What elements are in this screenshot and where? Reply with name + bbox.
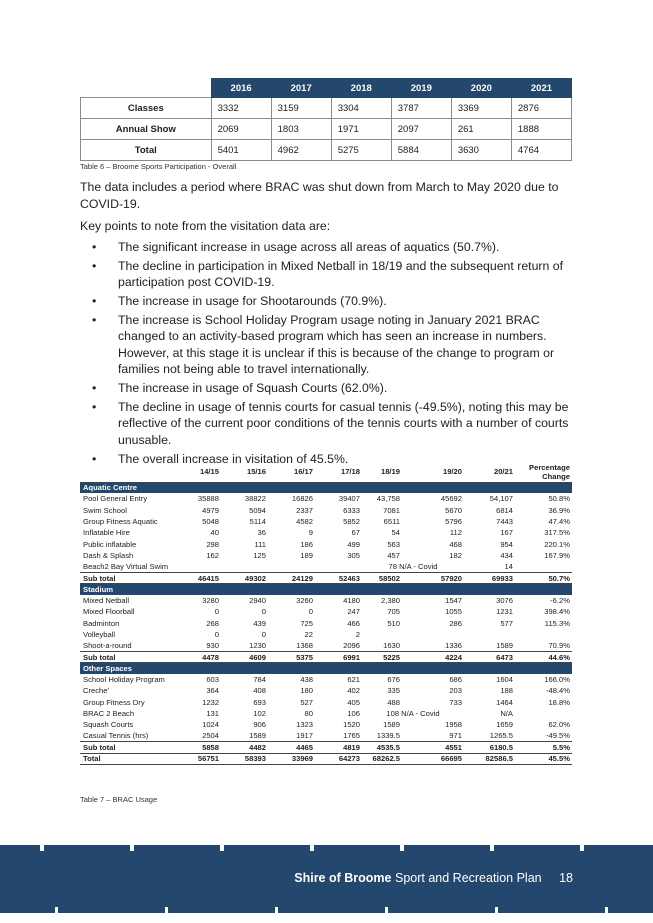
table-cell: 3630	[451, 140, 511, 161]
table-cell: 4582	[296, 517, 313, 527]
table-cell: 115.3%	[544, 618, 570, 628]
table-cell: 733	[449, 697, 462, 707]
column-header: 18/19	[362, 462, 402, 482]
table-cell: 5858	[174, 742, 221, 753]
table-cell: 2504	[202, 731, 219, 741]
table-cell	[315, 561, 362, 572]
table-cell: 971	[449, 731, 462, 741]
table-cell: 45692	[440, 494, 462, 504]
table-cell: 46415	[174, 572, 221, 583]
table-cell: 5796	[445, 517, 462, 527]
table-cell: 1803	[271, 119, 331, 140]
table-cell: 50.7%	[515, 572, 572, 583]
table-cell: 1958	[445, 720, 462, 730]
table-cell: 67	[351, 528, 360, 538]
table-cell: 405	[347, 697, 360, 707]
column-header: 20/21	[464, 462, 515, 482]
table-cell: 7443	[496, 517, 513, 527]
row-label: Dash & Splash	[83, 550, 134, 560]
table-cell	[515, 708, 572, 719]
table-cell: 2096	[343, 641, 360, 651]
table-cell: 4962	[271, 140, 331, 161]
table-cell: 2876	[511, 98, 571, 119]
table-cell: 4478	[174, 651, 221, 662]
table-cell: 54,107	[489, 494, 513, 504]
table-cell: 52463	[315, 572, 362, 583]
table-cell: 398.4%	[544, 607, 570, 617]
table-cell: 5852	[343, 517, 360, 527]
table-cell: 3280	[202, 596, 219, 606]
table-cell: 188	[500, 686, 513, 696]
table-cell: 705	[387, 607, 400, 617]
table-cell: 69933	[464, 572, 515, 583]
table-cell: 4535.5	[362, 742, 402, 753]
table-cell: 4224	[402, 651, 464, 662]
table-cell: 5048	[202, 517, 219, 527]
bullet-icon: •	[92, 240, 97, 254]
table-cell: -48.4%	[545, 686, 570, 696]
table-cell: 186	[300, 539, 313, 549]
table-cell: 1368	[296, 641, 313, 651]
corner-cell	[81, 79, 212, 98]
table-cell: 18.8%	[548, 697, 570, 707]
table-cell: 1339.5	[376, 731, 400, 741]
table-cell: 468	[449, 539, 462, 549]
subtotal-row	[80, 651, 572, 662]
table-cell: 1659	[496, 720, 513, 730]
table-row	[81, 119, 572, 140]
table-row	[80, 640, 572, 651]
table-cell: 1024	[202, 720, 219, 730]
row-label: Sub total	[80, 572, 174, 583]
bullet-icon: •	[92, 294, 97, 309]
column-header: 2020	[451, 79, 511, 98]
column-header: 2019	[391, 79, 451, 98]
list-item: • The increase is School Holiday Program usage noting in January 2021 BRAC changed to an activity-based program which has seen an increase in numbers. However, at this stage it is unclear if this is because of the change to program or families not being able to travel internationally.	[92, 312, 555, 377]
table-cell: 167	[500, 528, 513, 538]
table-cell: 527	[300, 697, 313, 707]
table-cell: 22	[304, 630, 313, 639]
table-cell: 305	[347, 550, 360, 560]
table-cell: 57920	[402, 572, 464, 583]
table-cell: 5094	[249, 505, 266, 515]
table-cell: 402	[347, 686, 360, 696]
table-cell: 58393	[221, 753, 268, 764]
table-cell: 6180.5	[464, 742, 515, 753]
table-cell: 5375	[268, 651, 315, 662]
table-cell: 112	[449, 528, 462, 538]
table-cell: 1055	[445, 607, 462, 617]
table-cell: 5401	[211, 140, 271, 161]
table-caption: Table 7 – BRAC Usage	[80, 795, 158, 804]
list-item: • The decline in participation in Mixed Netball in 18/19 and the subsequent return of participation post COVID-19.	[92, 258, 564, 290]
table-cell: 3787	[391, 98, 451, 119]
table-cell: 56751	[174, 753, 221, 764]
column-header: 2021	[511, 79, 571, 98]
section-header-row	[80, 482, 572, 493]
table-cell: 3332	[211, 98, 271, 119]
table-cell: 686	[449, 675, 462, 685]
table-cell	[174, 561, 221, 572]
table-cell: -6.2%	[550, 596, 570, 606]
column-header: 2017	[271, 79, 331, 98]
table-cell: 954	[500, 539, 513, 549]
table-row	[81, 140, 572, 161]
column-header: 2018	[331, 79, 391, 98]
bullet-icon: •	[92, 258, 97, 273]
table-cell: 35888	[197, 494, 219, 504]
bullet-icon: •	[92, 451, 97, 466]
table-cell: 676	[387, 675, 400, 685]
table-cell: 784	[253, 675, 266, 685]
table-cell: 693	[253, 697, 266, 707]
table-cell: 0	[261, 607, 266, 617]
table-cell: 1520	[343, 720, 360, 730]
table-cell: 577	[500, 618, 513, 628]
page-number: 18	[559, 871, 573, 885]
row-label: Creche'	[83, 686, 109, 696]
table-cell: 603	[206, 675, 219, 685]
table-cell: 408	[253, 686, 266, 696]
table-cell	[268, 561, 315, 572]
table-cell: 906	[253, 720, 266, 730]
table-cell: 44.6%	[515, 651, 572, 662]
table-cell: 2,380	[380, 596, 400, 606]
row-label: Inflatable Hire	[83, 528, 130, 538]
table-cell: 182	[449, 550, 462, 560]
bullet-icon: •	[92, 399, 97, 414]
row-label: School Holiday Program	[83, 675, 165, 685]
table-cell: 36	[257, 528, 266, 538]
bullet-icon: •	[92, 381, 97, 396]
subtotal-row	[80, 742, 572, 753]
table-cell: 1464	[496, 697, 513, 707]
table-cell: 1336	[445, 641, 462, 651]
table-cell: 189	[300, 550, 313, 560]
table-cell: 1589	[249, 731, 266, 741]
table-cell: 4764	[511, 140, 571, 161]
row-label: Classes	[81, 98, 212, 119]
table-cell: 2940	[249, 596, 266, 606]
row-label: Annual Show	[81, 119, 212, 140]
table-cell: 317.5%	[544, 528, 570, 538]
row-label: Public inflatable	[83, 539, 137, 549]
section-header-row	[80, 663, 572, 674]
table-row	[80, 493, 572, 504]
table-cell: 1547	[445, 596, 462, 606]
row-label: Swim School	[83, 505, 127, 515]
table-row	[80, 719, 572, 730]
table-cell: 335	[387, 686, 400, 696]
table-cell: 4609	[221, 651, 268, 662]
row-label: Beach2 Bay Virtual Swim	[83, 561, 169, 571]
table-row	[80, 674, 572, 685]
column-header: Percentage Change	[515, 462, 572, 482]
table-cell: 64273	[315, 753, 362, 764]
table-cell: 2	[355, 630, 360, 639]
row-label: Casual Tennis (hrs)	[83, 731, 149, 741]
table-cell: 930	[206, 641, 219, 651]
table-cell: 364	[206, 686, 219, 696]
table-cell: 5.5%	[515, 742, 572, 753]
table-cell: 457	[387, 550, 400, 560]
table-cell: 80	[304, 709, 313, 719]
table-cell: 1232	[202, 697, 219, 707]
column-header: 2016	[211, 79, 271, 98]
table-cell: 38822	[244, 494, 266, 504]
table-cell: 6814	[496, 505, 513, 515]
table-cell: 1630	[383, 641, 400, 651]
table-cell: 1265.5	[489, 731, 513, 741]
table-row	[80, 561, 572, 572]
row-label: BRAC 2 Beach	[83, 709, 135, 719]
column-header: 14/15	[174, 462, 221, 482]
participation-table	[80, 78, 572, 161]
table-row	[80, 708, 572, 719]
table-cell: 70.9%	[548, 641, 570, 651]
table-cell: 4819	[315, 742, 362, 753]
section-label: Aquatic Centre	[80, 482, 572, 493]
paragraph-covid: The data includes a period where BRAC was shut down from March to May 2020 due to COVID-19.	[80, 180, 559, 211]
table-cell: 5670	[445, 505, 462, 515]
section-header-row	[80, 584, 572, 595]
table-cell: 3159	[271, 98, 331, 119]
table-row	[80, 595, 572, 606]
table-cell: 49302	[221, 572, 268, 583]
table-cell: 111	[254, 539, 266, 549]
table-cell: 54	[391, 528, 400, 538]
table-row	[81, 98, 572, 119]
table-row	[80, 516, 572, 527]
table-cell: 0	[261, 630, 266, 639]
table-cell: 1888	[511, 119, 571, 140]
row-label: Sub total	[80, 651, 174, 662]
table-cell: 0	[214, 607, 219, 617]
row-label: Badminton	[83, 618, 120, 628]
table-cell: 488	[387, 697, 400, 707]
table-cell: 6511	[383, 517, 400, 527]
table-row	[80, 550, 572, 561]
table-cell: 3076	[496, 596, 513, 606]
table-cell: 66695	[402, 753, 464, 764]
list-item: • The increase in usage of Squash Courts (62.0%).	[92, 381, 388, 396]
table-cell: 5884	[391, 140, 451, 161]
section-label: Other Spaces	[80, 663, 572, 674]
table-cell: 434	[500, 550, 513, 560]
table-cell: 131	[206, 709, 219, 719]
table-cell: 268	[206, 618, 219, 628]
brac-usage-table	[80, 462, 572, 765]
column-header: 17/18	[315, 462, 362, 482]
row-label: Total	[81, 140, 212, 161]
table-cell: 2337	[296, 505, 313, 515]
key-points-list	[80, 239, 575, 470]
table-cell: 6991	[315, 651, 362, 662]
bullet-icon: •	[92, 312, 97, 327]
list-item: • The significant increase in usage across all areas of aquatics (50.7%).	[92, 240, 500, 254]
table-row	[80, 505, 572, 516]
table-cell: 5275	[331, 140, 391, 161]
table-cell: 24129	[268, 572, 315, 583]
row-label: Mixed Netball	[83, 596, 130, 606]
table-cell: 108 N/A - Covid	[386, 709, 440, 719]
table-cell	[221, 561, 268, 572]
table-cell: 5225	[362, 651, 402, 662]
column-header: 19/20	[402, 462, 464, 482]
table-cell: 621	[347, 675, 360, 685]
row-label: Sub total	[80, 742, 174, 753]
table-cell: 45.5%	[515, 753, 572, 764]
table-cell: 438	[300, 675, 313, 685]
table-cell: N/A	[500, 709, 513, 719]
table-row	[80, 629, 572, 640]
table-cell: 5114	[249, 517, 266, 527]
table-cell: 510	[387, 618, 400, 628]
table-cell: 167.9%	[544, 550, 570, 560]
table-cell: 7081	[383, 505, 400, 515]
table-cell: 43,758	[376, 494, 400, 504]
row-label: Volleyball	[83, 630, 116, 639]
table-cell: 0	[214, 630, 219, 639]
table-cell: 68262.5	[362, 753, 402, 764]
table-cell: 0	[308, 607, 313, 617]
table-cell: 82586.5	[464, 753, 515, 764]
table-cell: 1971	[331, 119, 391, 140]
table-cell: 203	[449, 686, 462, 696]
table-cell: 261	[451, 119, 511, 140]
table-cell: 286	[449, 618, 462, 628]
table-cell: 1765	[343, 731, 360, 741]
table-cell	[515, 629, 572, 640]
row-label: Squash Courts	[83, 720, 134, 730]
row-label: Total	[80, 753, 174, 764]
table-cell: 499	[347, 539, 360, 549]
table-cell: 4551	[402, 742, 464, 753]
table-cell: 2097	[391, 119, 451, 140]
table-row	[80, 731, 572, 742]
table-cell: 1323	[296, 720, 313, 730]
table-cell	[515, 561, 572, 572]
section-label: Stadium	[80, 584, 572, 595]
subtotal-row	[80, 572, 572, 583]
corner-cell	[80, 462, 174, 482]
table-cell: -49.5%	[545, 731, 570, 741]
table-cell: 6473	[464, 651, 515, 662]
table-cell: 298	[206, 539, 219, 549]
table-cell: 1589	[383, 720, 400, 730]
table-row	[80, 538, 572, 549]
table-cell: 1589	[496, 641, 513, 651]
table-cell: 50.8%	[548, 494, 570, 504]
table-cell: 4979	[202, 505, 219, 515]
table-cell	[402, 629, 464, 640]
table-cell: 47.4%	[548, 517, 570, 527]
table-cell: 2069	[211, 119, 271, 140]
total-row	[80, 753, 572, 764]
table-header-row	[80, 462, 572, 482]
footer	[294, 871, 573, 885]
table-cell: 3260	[296, 596, 313, 606]
list-item: • The overall increase in visitation of 45.5%.	[92, 451, 349, 466]
table-cell: 166.0%	[544, 675, 570, 685]
table-cell: 1917	[296, 731, 313, 741]
table-row	[80, 606, 572, 617]
row-label: Pool General Entry	[83, 494, 148, 504]
table-row	[80, 618, 572, 629]
table-cell: 106	[347, 709, 360, 719]
table-cell: 78 N/A - Covid	[388, 561, 438, 571]
footer-doc-title: Sport and Recreation Plan	[394, 871, 542, 885]
list-item: • The increase in usage for Shootarounds (70.9%).	[92, 294, 387, 309]
table-cell: 4465	[268, 742, 315, 753]
table-cell: 162	[206, 550, 219, 560]
table-cell: 6333	[343, 505, 360, 515]
table-cell: 40	[210, 528, 219, 538]
column-header: 15/16	[221, 462, 268, 482]
footer-org: Shire of Broome	[294, 871, 392, 885]
row-label: Mixed Floorball	[83, 607, 135, 617]
table-cell: 36.9%	[548, 505, 570, 515]
table-cell: 16826	[291, 494, 313, 504]
table-cell: 33969	[268, 753, 315, 764]
table-cell	[464, 629, 515, 640]
column-header: 16/17	[268, 462, 315, 482]
list-item: • The decline in usage of tennis courts for casual tennis (-49.5%), noting this may be reflective of the current poor conditions of the tennis courts with a number of courts unusable.	[92, 399, 569, 447]
row-label: Shoot-a-round	[83, 641, 132, 651]
table-cell: 1604	[496, 675, 513, 685]
table-cell: 3304	[331, 98, 391, 119]
table-cell: 1230	[249, 641, 266, 651]
table-cell: 3369	[451, 98, 511, 119]
table-cell: 14	[504, 561, 513, 571]
table-cell: 247	[347, 607, 360, 617]
table-cell: 180	[300, 686, 313, 696]
table-cell: 563	[387, 539, 400, 549]
table-cell: 4180	[343, 596, 360, 606]
table-cell: 725	[300, 618, 313, 628]
table-cell: 439	[253, 618, 266, 628]
table-cell: 9	[308, 528, 313, 538]
table-row	[80, 527, 572, 538]
table-cell: 125	[253, 550, 266, 560]
table-cell: 102	[253, 709, 266, 719]
row-label: Group Fitness Aquatic	[83, 517, 158, 527]
table-caption: Table 6 – Broome Sports Participation - Overall	[80, 162, 237, 171]
table-cell: 39407	[338, 494, 360, 504]
table-header-row	[81, 79, 572, 98]
paragraph-key-points: Key points to note from the visitation data are:	[80, 219, 331, 233]
table-cell: 466	[347, 618, 360, 628]
table-cell: 58502	[362, 572, 402, 583]
table-cell: 1231	[496, 607, 513, 617]
table-row	[80, 685, 572, 696]
table-row	[80, 697, 572, 708]
row-label: Group Fitness Dry	[83, 697, 145, 707]
table-cell: 62.0%	[548, 720, 570, 730]
table-cell	[362, 629, 402, 640]
table-cell: 220.1%	[544, 539, 570, 549]
table-cell: 4482	[221, 742, 268, 753]
